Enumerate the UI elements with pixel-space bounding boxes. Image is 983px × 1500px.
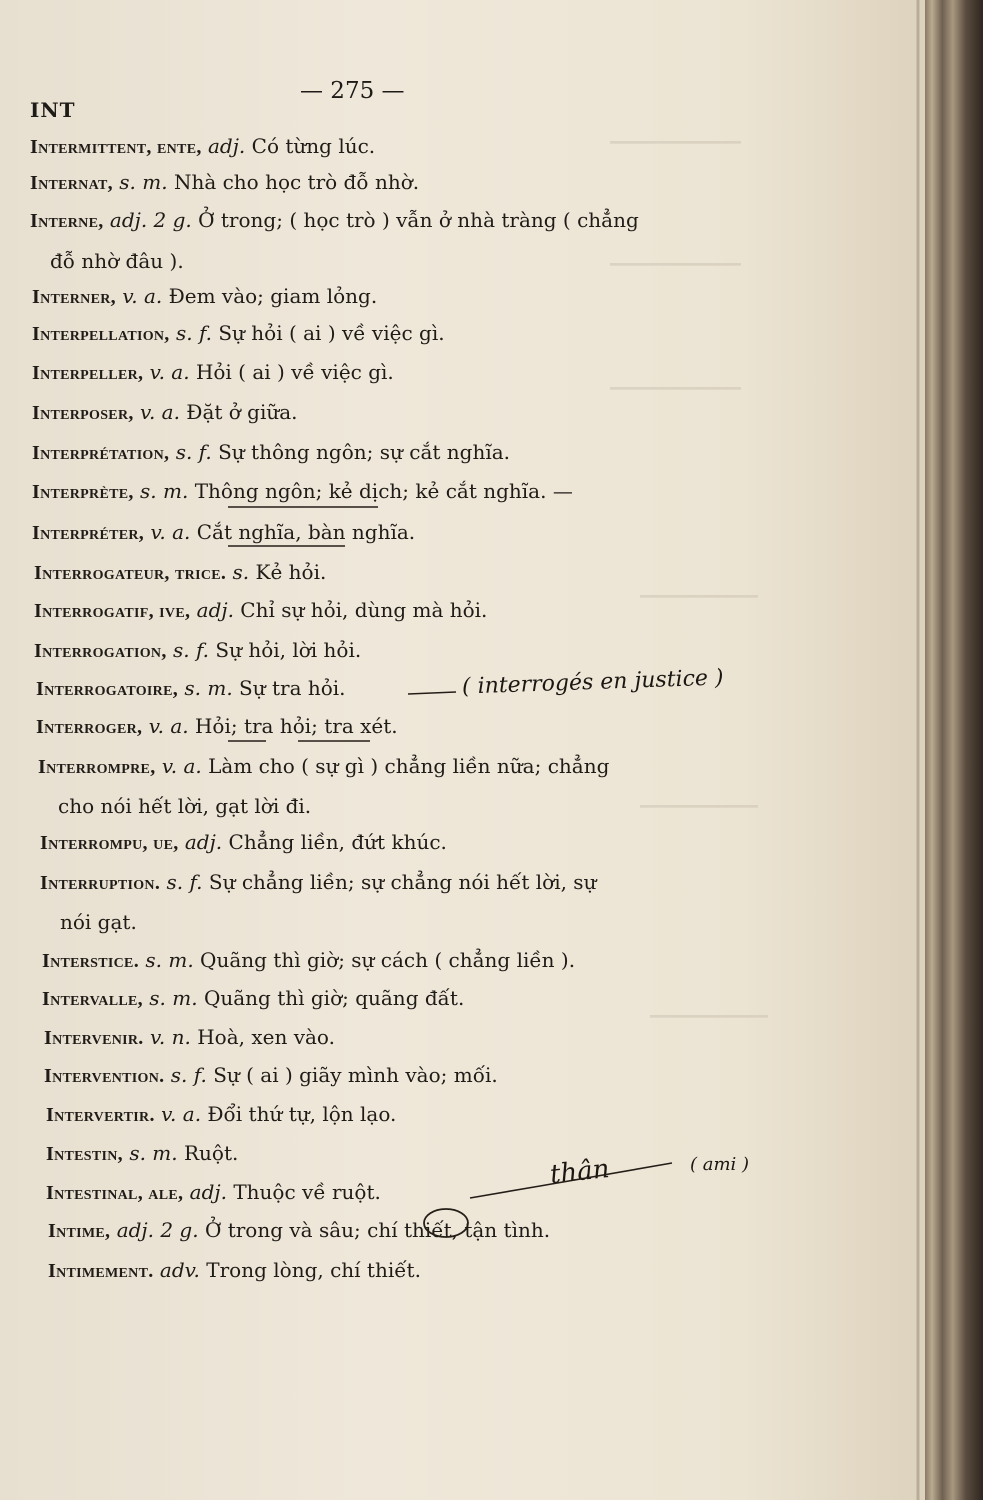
definition-continuation: cho nói hết lời, gạt lời đi. [58,794,312,818]
grammar-label: s. m. [129,1141,178,1165]
definition: Hỏi; tra hỏi; tra xét. [194,714,398,738]
handwritten-note: thân [548,1153,611,1191]
book-edge [925,0,983,1500]
grammar-label: v. a. [149,360,190,384]
definition: Hoà, xen vào. [197,1025,335,1049]
definition-continuation: nói gạt. [60,910,137,934]
grammar-label: s. f. [175,440,212,464]
headword: Interroger, [36,716,143,738]
headword: Interner, [32,286,116,308]
grammar-label: v. a. [140,400,180,424]
grammar-label: adj. 2 g. [116,1218,199,1242]
grammar-label: v. n. [149,1025,191,1049]
running-header: INT [30,98,76,122]
show-through-text: ▔▔▔▔▔▔▔▔▔▔ [610,264,741,284]
headword: Intimement. [48,1260,154,1282]
grammar-label: s. m. [140,479,189,503]
definition: Sự tra hỏi. [239,676,346,700]
definition: Chẳng liền, đứt khúc. [228,830,447,854]
pen-stroke [408,692,456,694]
page-number: — 275 — [300,78,405,104]
headword: Interpeller, [32,362,144,384]
definition: Quãng thì giờ; sự cách ( chẳng liền ). [200,948,576,972]
definition: Quãng thì giờ; quãng đất. [203,986,465,1010]
headword: Interpréter, [32,522,145,544]
headword: Interrogation, [34,640,167,662]
headword: Interposer, [32,402,134,424]
grammar-label: adj. [189,1180,227,1204]
definition: Chỉ sự hỏi, dùng mà hỏi. [240,598,488,622]
grammar-label: v. a. [148,714,189,738]
definition: Hỏi ( ai ) về việc gì. [195,360,394,384]
grammar-label: v. a. [122,284,163,308]
definition: Sự thông ngôn; sự cắt nghĩa. [218,440,510,464]
grammar-label: adj. [208,134,246,158]
definition: Cắt nghĩa, bàn nghĩa. [196,520,416,544]
definition: Sự chẳng liền; sự chẳng nói hết lời, sự [208,870,597,894]
headword: Intestin, [46,1143,123,1165]
show-through-text: ▔▔▔▔▔▔▔▔▔ [650,1016,768,1036]
definition: Kẻ hỏi. [255,560,327,584]
definition: Ở trong; ( học trò ) vẫn ở nhà tràng ( chẳng [198,208,639,232]
grammar-label: s. [232,560,250,584]
headword: Intervalle, [42,988,143,1010]
headword: Intermittent, ente, [30,136,202,158]
headword: Interrogateur, trice. [34,562,227,584]
handwritten-note: ( interrogés en justice ) [461,665,724,700]
definition: Thông ngôn; kẻ dịch; kẻ cắt nghĩa. — [194,479,573,503]
definition: Ở trong và sâu; chí thiết, tận tình. [204,1218,551,1242]
grammar-label: s. f. [175,321,212,345]
headword: Internat, [30,172,113,194]
show-through-text: ▔▔▔▔▔▔▔▔▔▔ [610,388,741,408]
headword: Interstice. [42,950,140,972]
headword: Interpellation, [32,323,170,345]
grammar-label: s. m. [184,676,233,700]
circle-mark [424,1209,468,1237]
headword: Interprétation, [32,442,170,464]
definition: Đặt ở giữa. [186,400,298,424]
definition: Ruột. [183,1141,239,1165]
definition: Trong lòng, chí thiết. [206,1258,421,1282]
definition: Nhà cho học trò đỗ nhờ. [173,170,420,194]
grammar-label: adj. [184,830,223,854]
grammar-label: s. m. [149,986,198,1010]
grammar-label: s. f. [173,638,210,662]
show-through-text: ▔▔▔▔▔▔▔▔▔▔ [610,142,741,162]
headword: Intervention. [44,1065,165,1087]
show-through-text: ▔▔▔▔▔▔▔▔▔ [640,596,758,616]
show-through-text: ▔▔▔▔▔▔▔▔▔ [640,806,758,826]
headword: Intime, [48,1220,111,1242]
grammar-label: adv. [159,1258,200,1282]
pen-stroke [470,1163,672,1198]
grammar-label: s. m. [119,170,168,194]
grammar-label: adj. 2 g. [109,208,192,232]
headword: Interrompu, ue, [40,832,179,854]
headword: Intervenir. [44,1027,144,1049]
definition-continuation: đỗ nhờ đâu ). [50,249,184,273]
headword: Interprète, [32,481,134,503]
definition: Làm cho ( sự gì ) chẳng liền nữa; chẳng [208,754,610,778]
definition: Đổi thứ tự, lộn lạo. [207,1102,397,1126]
headword: Interrogatif, ive, [34,600,191,622]
headword: Intestinal, ale, [46,1182,184,1204]
grammar-label: v. a. [161,754,202,778]
headword: Interne, [30,210,104,232]
grammar-label: v. a. [150,520,191,544]
definition: Thuộc về ruột. [233,1180,381,1204]
definition: Có từng lúc. [251,134,376,158]
grammar-label: s. f. [170,1063,207,1087]
definition: Sự ( ai ) giãy mình vào; mối. [213,1063,498,1087]
definition: Sự hỏi, lời hỏi. [215,638,362,662]
grammar-label: adj. [196,598,234,622]
headword: Interrompre, [38,756,156,778]
headword: Intervertir. [46,1104,155,1126]
definition: Sự hỏi ( ai ) về việc gì. [218,321,445,345]
handwritten-note: ( ami ) [690,1154,750,1175]
grammar-label: s. m. [145,948,194,972]
grammar-label: v. a. [161,1102,202,1126]
definition: Đem vào; giam lỏng. [168,284,378,308]
headword: Interruption. [40,872,161,894]
grammar-label: s. f. [166,870,203,894]
headword: Interrogatoire, [36,678,179,700]
